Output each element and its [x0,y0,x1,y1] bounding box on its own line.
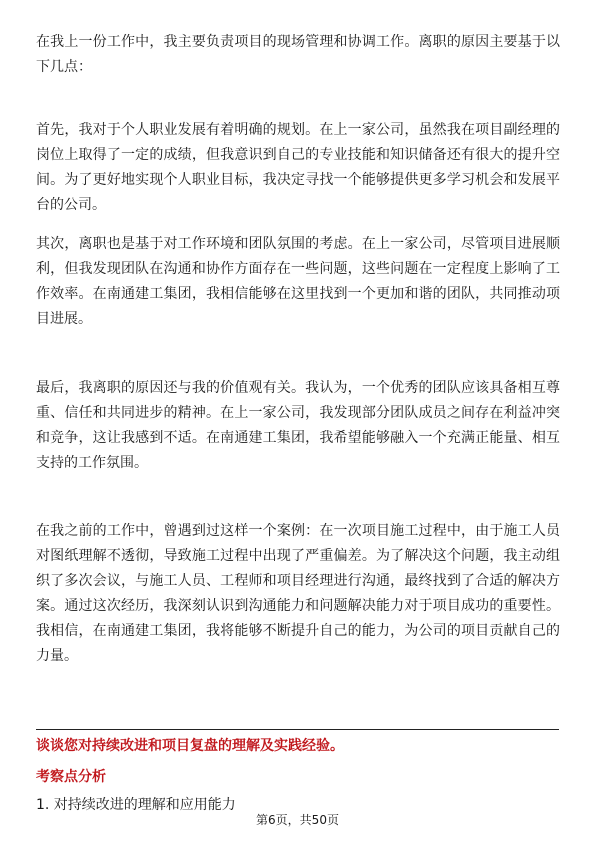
body-paragraph-1: 在我上一份工作中，我主要负责项目的现场管理和协调工作。离职的原因主要基于以下几点： [36,34,560,75]
body-paragraph-4: 最后，我离职的原因还与我的价值观有关。我认为，一个优秀的团队应该具备相互尊重、信任和共同进步的精神。在上一家公司，我发现部分团队成员之间存在利益冲突和竞争，这让我感到不适。在南通建工集团，我希望能够融入一个充满正能量、相互支持的工作氛围。 [36,380,560,471]
page-number-footer: 第6页，共50页 [256,813,339,827]
body-paragraph-2: 首先，我对于个人职业发展有着明确的规划。在上一家公司，虽然我在项目副经理的岗位上取得了一定的成绩，但我意识到自己的专业技能和知识储备还有很大的提升空间。为了更好地实现个人职业目标，我决定寻找一个能够提供更多学习机会和发展平台的公司。 [36,122,560,213]
analysis-heading: 考察点分析 [36,769,106,785]
body-paragraph-5: 在我之前的工作中，曾遇到过这样一个案例：在一次项目施工过程中，由于施工人员对图纸理解不透彻，导致施工过程中出现了严重偏差。为了解决这个问题，我主动组织了多次会议，与施工人员、工程师和项目经理进行沟通，最终找到了合适的解决方案。通过这次经历，我深刻认识到沟通能力和问题解决能力对于项目成功的重要性。我相信，在南通建工集团，我将能够不断提升自己的能力，为公司的项目贡献自己的力量。 [36,523,560,664]
section-divider [36,729,559,730]
analysis-list-item: 1. 对持续改进的理解和应用能力 [36,797,236,813]
body-paragraph-3: 其次，离职也是基于对工作环境和团队氛围的考虑。在上一家公司，尽管项目进展顺利，但我发现团队在沟通和协作方面存在一些问题，这些问题在一定程度上影响了工作效率。在南通建工集团，我相信能够在这里找到一个更加和谐的团队，共同推动项目进展。 [36,236,560,327]
interview-question: 谈谈您对持续改进和项目复盘的理解及实践经验。 [36,738,344,754]
